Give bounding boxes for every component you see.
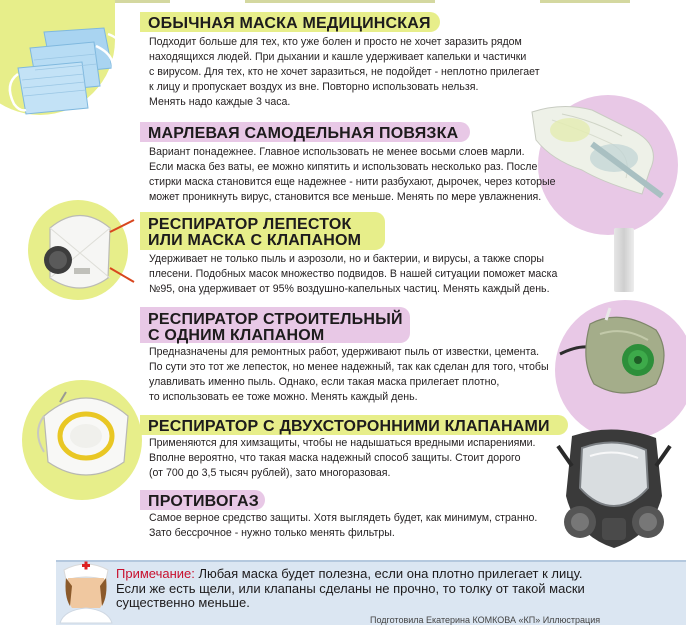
credit-line: Подготовила Екатерина КОМКОВА «КП» Иллюстрация	[370, 615, 601, 625]
section-4-description	[149, 345, 549, 405]
section-3-line: №95, она удерживает от 95% воздушно-капельных частиц. Менять каждый день.	[149, 283, 550, 295]
section-1-line: Менять надо каждые 3 часа.	[149, 96, 291, 108]
section-6-line: Самое верное средство защиты. Хотя выглядеть будет, как минимум, странно.	[149, 512, 538, 524]
section-3-description	[149, 252, 557, 297]
section-1-line: Подходит больше для тех, кто уже болен и просто не хочет заразить рядом	[149, 36, 522, 48]
section-4-line: Предназначены для ремонтных работ, удерживают пыль от известки, цемента.	[149, 346, 540, 358]
section-1-line: с вирусом. Для тех, кто не хочет заразиться, не подойдет - неплотно прилегает	[149, 66, 540, 78]
double-valve-respirator-icon	[26, 372, 146, 492]
section-6-title: ПРОТИВОГАЗ	[148, 493, 259, 510]
medical-mask-icon	[4, 24, 144, 124]
section-2-description	[149, 145, 556, 205]
section-2-line: Вариант понадежнее. Главное использовать не менее восьми слоев марли.	[149, 146, 525, 158]
section-1-description	[149, 35, 540, 110]
section-2-title: МАРЛЕВАЯ САМОДЕЛЬНАЯ ПОВЯЗКА	[148, 125, 459, 142]
section-4-title: РЕСПИРАТОР СТРОИТЕЛЬНЫЙ С ОДНИМ КЛАПАНОМ	[148, 311, 403, 344]
blurred-image-placeholder	[614, 228, 634, 292]
section-5-line: Вполне вероятно, что такая маска надежный способ защиты. Стоит дорого	[149, 452, 521, 464]
note-line: существенно меньше.	[116, 595, 250, 610]
note-text	[116, 567, 585, 611]
section-3-line: плесени. Подобных масок множество подвидов. В нашей ситуации поможет маска	[149, 268, 558, 280]
section-4-line: то использовать ее тоже можно. Менять каждый день.	[149, 391, 418, 403]
section-5-line: (от 700 до 3,5 тысяч рублей), зато многоразовая.	[149, 467, 391, 479]
note-label: Примечание:	[116, 566, 195, 581]
section-3-title: РЕСПИРАТОР ЛЕПЕСТОК ИЛИ МАСКА С КЛАПАНОМ	[148, 216, 362, 249]
construction-respirator-icon	[560, 304, 680, 404]
gauze-bandage-icon	[522, 100, 672, 200]
section-5-description	[149, 436, 536, 481]
note-first-line: Любая маска будет полезна, если она плотно прилегает к лицу.	[198, 566, 583, 581]
section-2-line: Если маска без ваты, ее можно кипятить и использовать несколько раз. После	[149, 161, 538, 173]
section-5-line: Применяются для химзащиты, чтобы не надышаться вредными испарениями.	[149, 437, 536, 449]
nurse-icon	[58, 556, 114, 623]
section-1-line: к лицу и пропускает воздух из вне. Повторно использовать нельзя.	[149, 81, 479, 93]
gas-mask-icon	[552, 426, 676, 554]
section-6-line: Зато бессрочное - нужно только менять фильтры.	[149, 527, 395, 539]
section-1-line: находящихся людей. При дыхании и кашле удерживает капельки и частички	[149, 51, 527, 63]
valve-respirator-icon	[30, 198, 140, 308]
section-4-line: По сути это тот же лепесток, но менее надежный, так как сделан для того, чтобы	[149, 361, 549, 373]
section-1-title: ОБЫЧНАЯ МАСКА МЕДИЦИНСКАЯ	[148, 15, 431, 32]
section-2-line: может проникнуть вирус, становится все меньше. Менять по мере увлажнения.	[149, 191, 542, 203]
note-line: Если же есть щели, или клапаны сделаны не прочно, то толку от такой маски	[116, 580, 585, 596]
section-6-description	[149, 511, 537, 541]
section-3-line: Удерживает не только пыль и аэрозоли, но и бактерии, и вирусы, а также споры	[149, 253, 545, 265]
section-4-line: улавливать именно пыль. Однако, если такая маска прилегает плотно,	[149, 376, 500, 388]
section-2-line: стирки маска становится еще надежнее - нити разбухают, дырочек, через которые	[149, 176, 556, 188]
section-5-title: РЕСПИРАТОР С ДВУХСТОРОННИМИ КЛАПАНАМИ	[148, 418, 550, 435]
